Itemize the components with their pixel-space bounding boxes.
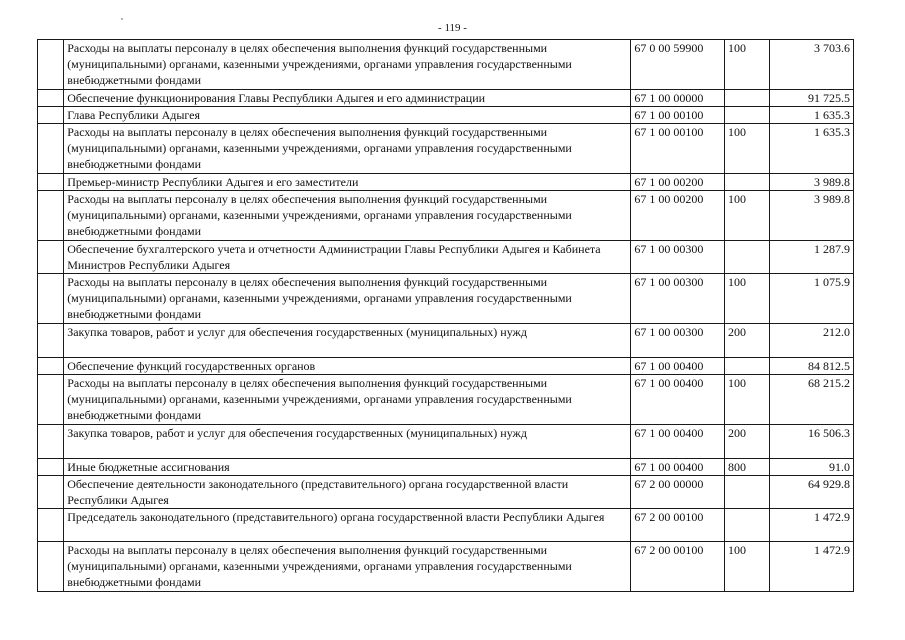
amount-cell: 3 989.8 <box>770 174 854 191</box>
item-name-cell: Расходы на выплаты персоналу в целях обеспечения выполнения функций государственными (муниципальными) органами, казенными учреждениями, органами управления государственными внебюджетными фондами <box>64 40 631 90</box>
blank-cell <box>38 509 64 542</box>
blank-cell <box>38 241 64 274</box>
item-name-cell: Закупка товаров, работ и услуг для обеспечения государственных (муниципальных) нужд <box>64 425 631 459</box>
page-number: - 119 - <box>438 22 467 34</box>
expense-type-cell: 200 <box>725 425 770 459</box>
blank-cell <box>38 358 64 375</box>
expense-type-cell: 100 <box>725 124 770 174</box>
table-row <box>38 324 854 358</box>
target-code-cell: 67 1 00 00400 <box>631 375 725 425</box>
target-code-cell: 67 1 00 00300 <box>631 324 725 358</box>
amount-cell: 1 635.3 <box>770 107 854 124</box>
table-row <box>38 107 854 124</box>
target-code-cell: 67 1 00 00000 <box>631 90 725 107</box>
scan-speck <box>121 18 123 20</box>
item-name-cell: Обеспечение функционирования Главы Республики Адыгея и его администрации <box>64 90 631 107</box>
amount-cell: 1 472.9 <box>770 509 854 542</box>
table-row <box>38 124 854 174</box>
table-row <box>38 358 854 375</box>
target-code-cell: 67 2 00 00000 <box>631 476 725 509</box>
target-code-cell: 67 1 00 00300 <box>631 241 725 274</box>
blank-cell <box>38 124 64 174</box>
item-name-cell: Иные бюджетные ассигнования <box>64 459 631 476</box>
table-row <box>38 375 854 425</box>
expense-type-cell <box>725 241 770 274</box>
item-name-cell: Расходы на выплаты персоналу в целях обеспечения выполнения функций государственными (муниципальными) органами, казенными учреждениями, органами управления государственными внебюджетными фондами <box>64 375 631 425</box>
table-row <box>38 542 854 592</box>
amount-cell: 68 215.2 <box>770 375 854 425</box>
amount-cell: 64 929.8 <box>770 476 854 509</box>
budget-table-body <box>38 40 854 592</box>
expense-type-cell: 100 <box>725 274 770 324</box>
table-row <box>38 509 854 542</box>
item-name-cell: Премьер-министр Республики Адыгея и его заместители <box>64 174 631 191</box>
item-name-cell: Расходы на выплаты персоналу в целях обеспечения выполнения функций государственными (муниципальными) органами, казенными учреждениями, органами управления государственными внебюджетными фондами <box>64 124 631 174</box>
budget-table <box>37 39 854 592</box>
item-name-cell: Обеспечение функций государственных органов <box>64 358 631 375</box>
table-row <box>38 241 854 274</box>
blank-cell <box>38 324 64 358</box>
amount-cell: 1 075.9 <box>770 274 854 324</box>
expense-type-cell <box>725 174 770 191</box>
target-code-cell: 67 0 00 59900 <box>631 40 725 90</box>
table-row <box>38 174 854 191</box>
expense-type-cell <box>725 476 770 509</box>
expense-type-cell <box>725 509 770 542</box>
blank-cell <box>38 425 64 459</box>
expense-type-cell <box>725 90 770 107</box>
amount-cell: 91.0 <box>770 459 854 476</box>
item-name-cell: Глава Республики Адыгея <box>64 107 631 124</box>
table-row <box>38 274 854 324</box>
expense-type-cell <box>725 358 770 375</box>
blank-cell <box>38 90 64 107</box>
expense-type-cell: 800 <box>725 459 770 476</box>
target-code-cell: 67 1 00 00400 <box>631 358 725 375</box>
amount-cell: 3 989.8 <box>770 191 854 241</box>
item-name-cell: Расходы на выплаты персоналу в целях обеспечения выполнения функций государственными (муниципальными) органами, казенными учреждениями, органами управления государственными внебюджетными фондами <box>64 191 631 241</box>
amount-cell: 212.0 <box>770 324 854 358</box>
blank-cell <box>38 459 64 476</box>
table-row <box>38 40 854 90</box>
blank-cell <box>38 191 64 241</box>
item-name-cell: Обеспечение деятельности законодательного (представительного) органа государственной власти Республики Адыгея <box>64 476 631 509</box>
target-code-cell: 67 2 00 00100 <box>631 542 725 592</box>
item-name-cell: Расходы на выплаты персоналу в целях обеспечения выполнения функций государственными (муниципальными) органами, казенными учреждениями, органами управления государственными внебюджетными фондами <box>64 542 631 592</box>
blank-cell <box>38 476 64 509</box>
amount-cell: 1 635.3 <box>770 124 854 174</box>
amount-cell: 91 725.5 <box>770 90 854 107</box>
item-name-cell: Расходы на выплаты персоналу в целях обеспечения выполнения функций государственными (муниципальными) органами, казенными учреждениями, органами управления государственными внебюджетными фондами <box>64 274 631 324</box>
item-name-cell: Председатель законодательного (представительного) органа государственной власти Республики Адыгея <box>64 509 631 542</box>
blank-cell <box>38 542 64 592</box>
table-row <box>38 459 854 476</box>
target-code-cell: 67 1 00 00400 <box>631 425 725 459</box>
amount-cell: 16 506.3 <box>770 425 854 459</box>
target-code-cell: 67 1 00 00100 <box>631 107 725 124</box>
table-row <box>38 476 854 509</box>
expense-type-cell: 100 <box>725 191 770 241</box>
amount-cell: 3 703.6 <box>770 40 854 90</box>
expense-type-cell: 100 <box>725 40 770 90</box>
table-row <box>38 425 854 459</box>
expense-type-cell: 100 <box>725 375 770 425</box>
blank-cell <box>38 174 64 191</box>
item-name-cell: Закупка товаров, работ и услуг для обеспечения государственных (муниципальных) нужд <box>64 324 631 358</box>
target-code-cell: 67 1 00 00200 <box>631 191 725 241</box>
blank-cell <box>38 375 64 425</box>
amount-cell: 1 287.9 <box>770 241 854 274</box>
table-row <box>38 191 854 241</box>
blank-cell <box>38 107 64 124</box>
blank-cell <box>38 274 64 324</box>
target-code-cell: 67 1 00 00100 <box>631 124 725 174</box>
item-name-cell: Обеспечение бухгалтерского учета и отчетности Администрации Главы Республики Адыгея и Кабинета Министров Республики Адыгея <box>64 241 631 274</box>
table-row <box>38 90 854 107</box>
amount-cell: 84 812.5 <box>770 358 854 375</box>
expense-type-cell: 200 <box>725 324 770 358</box>
target-code-cell: 67 1 00 00300 <box>631 274 725 324</box>
expense-type-cell <box>725 107 770 124</box>
expense-type-cell: 100 <box>725 542 770 592</box>
blank-cell <box>38 40 64 90</box>
target-code-cell: 67 1 00 00400 <box>631 459 725 476</box>
target-code-cell: 67 1 00 00200 <box>631 174 725 191</box>
amount-cell: 1 472.9 <box>770 542 854 592</box>
target-code-cell: 67 2 00 00100 <box>631 509 725 542</box>
